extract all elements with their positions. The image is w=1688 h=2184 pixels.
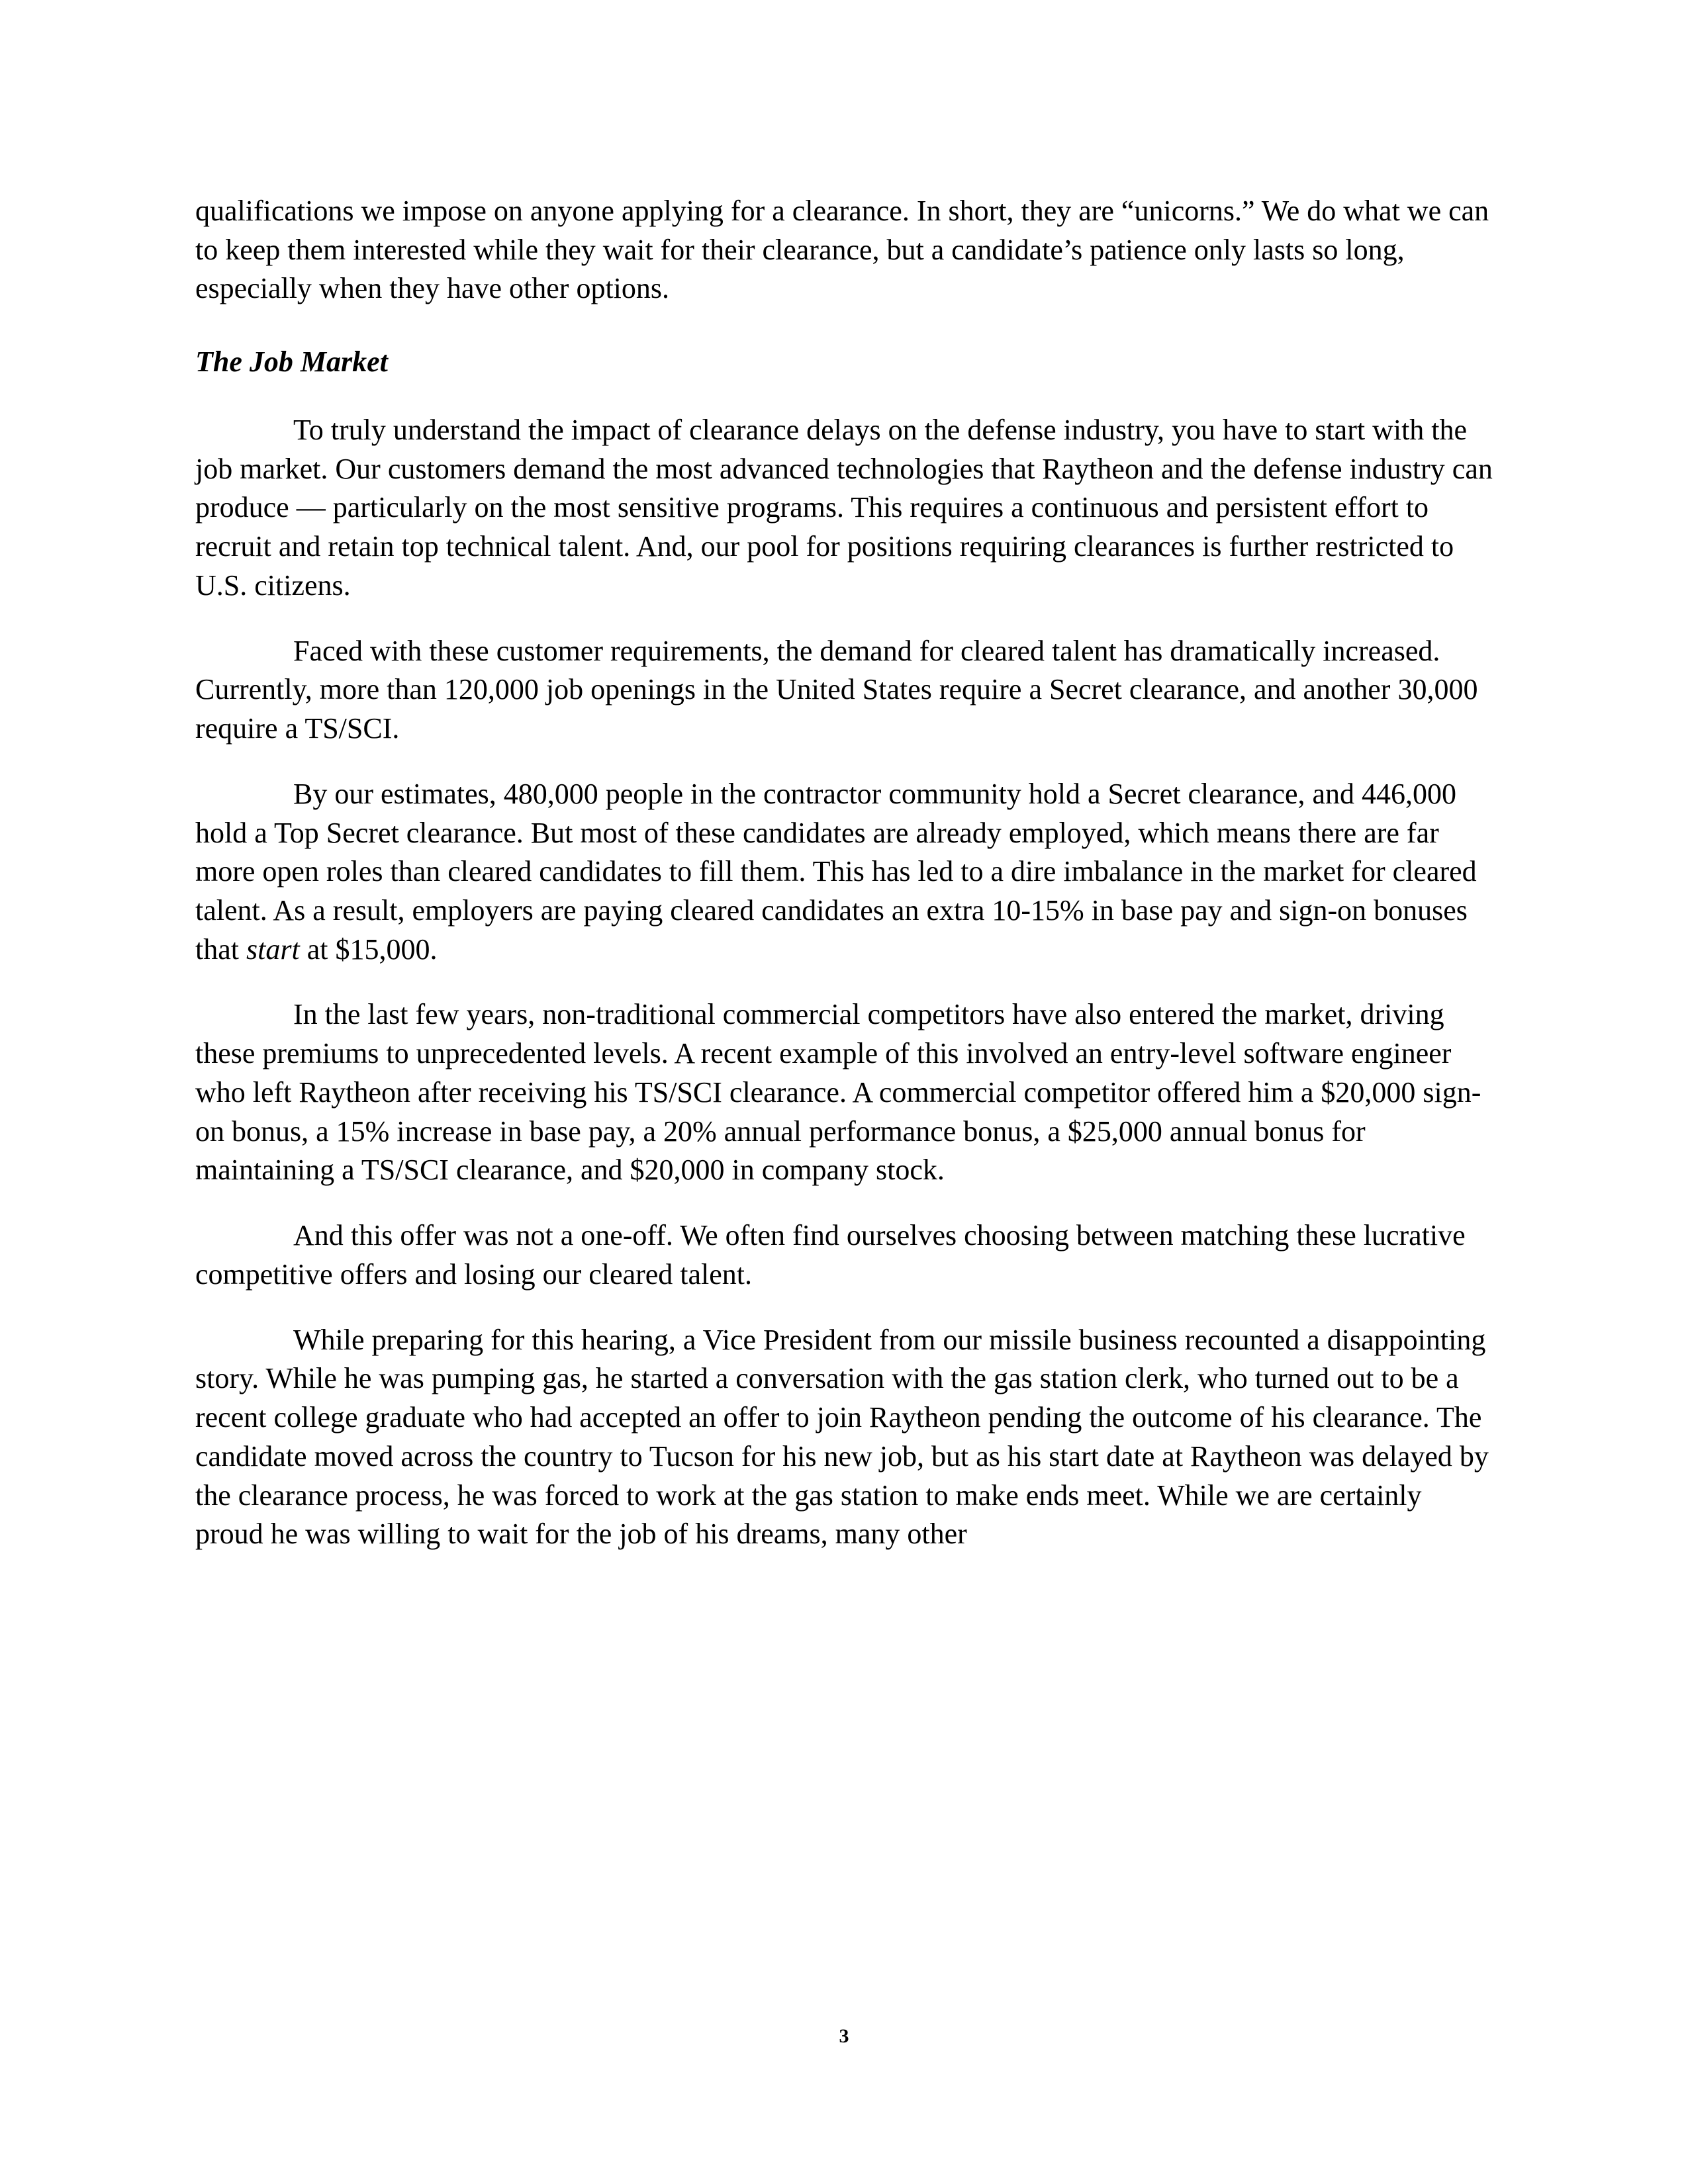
paragraph-commercial-competitors: In the last few years, non-traditional commercial competitors have also entered the market, driving these premiums to unprecedented levels. A recent example of this involved an entry-level software engineer who left Raytheon after receiving his TS/SCI clearance. A commercial competitor offered him a $20,000 sign-on bonus, a 15% increase in base pay, a 20% annual performance bonus, a $25,000 annual bonus for maintaining a TS/SCI clearance, and $20,000 in company stock.	[195, 998, 1481, 1187]
paragraph-continuation: qualifications we impose on anyone applying for a clearance. In short, they are “unicorns.” We do what we can to keep them interested while they wait for their clearance, but a candidate’s patience only lasts so long, especially when they have other options.	[195, 195, 1489, 305]
paragraph-clearance-estimates-part1: By our estimates, 480,000 people in the contractor community hold a Secret clearance, and 446,000 hold a Top Secret clearance. But most of these candidates are already employed, which means there are far more open roles than cleared candidates to fill them. This has led to a dire imbalance in the market for cleared talent. As a result, employers are paying cleared candidates an extra 10-15% in base pay and sign-on bonuses that	[195, 777, 1477, 966]
paragraph-demand-cleared-talent: Faced with these customer requirements, the demand for cleared talent has dramatically increased. Currently, more than 120,000 job openings in the United States require a Secret clearance, and another 30,000 require a TS/SCI.	[195, 634, 1478, 745]
section-heading-job-market: The Job Market	[195, 345, 388, 379]
document-body	[195, 192, 1493, 1580]
paragraph-gas-station-story: While preparing for this hearing, a Vice President from our missile business recounted a disappointing story. While he was pumping gas, he started a conversation with the gas station clerk, who turned out to be a recent college graduate who had accepted an offer to join Raytheon pending the outcome of his clearance. The candidate moved across the country to Tucson for his new job, but as his start date at Raytheon was delayed by the clearance process, he was forced to work at the gas station to make ends meet. While we are certainly proud he was willing to wait for the job of his dreams, many other	[195, 1323, 1489, 1551]
paragraph-offer-not-one-off: And this offer was not a one-off. We often find ourselves choosing between matching these lucrative competitive offers and losing our cleared talent.	[195, 1219, 1466, 1291]
paragraph-clearance-estimates	[195, 775, 1493, 970]
page-number: 3	[839, 2025, 849, 2047]
emphasis-start: start	[246, 933, 300, 966]
paragraph-clearance-estimates-part2: at $15,000.	[299, 933, 438, 966]
paragraph-job-market-intro: To truly understand the impact of clearance delays on the defense industry, you have to start with the job market. Our customers demand the most advanced technologies that Raytheon and the defense industry can produce — particularly on the most sensitive programs. This requires a continuous and persistent effort to recruit and retain top technical talent. And, our pool for positions requiring clearances is further restricted to U.S. citizens.	[195, 413, 1493, 602]
